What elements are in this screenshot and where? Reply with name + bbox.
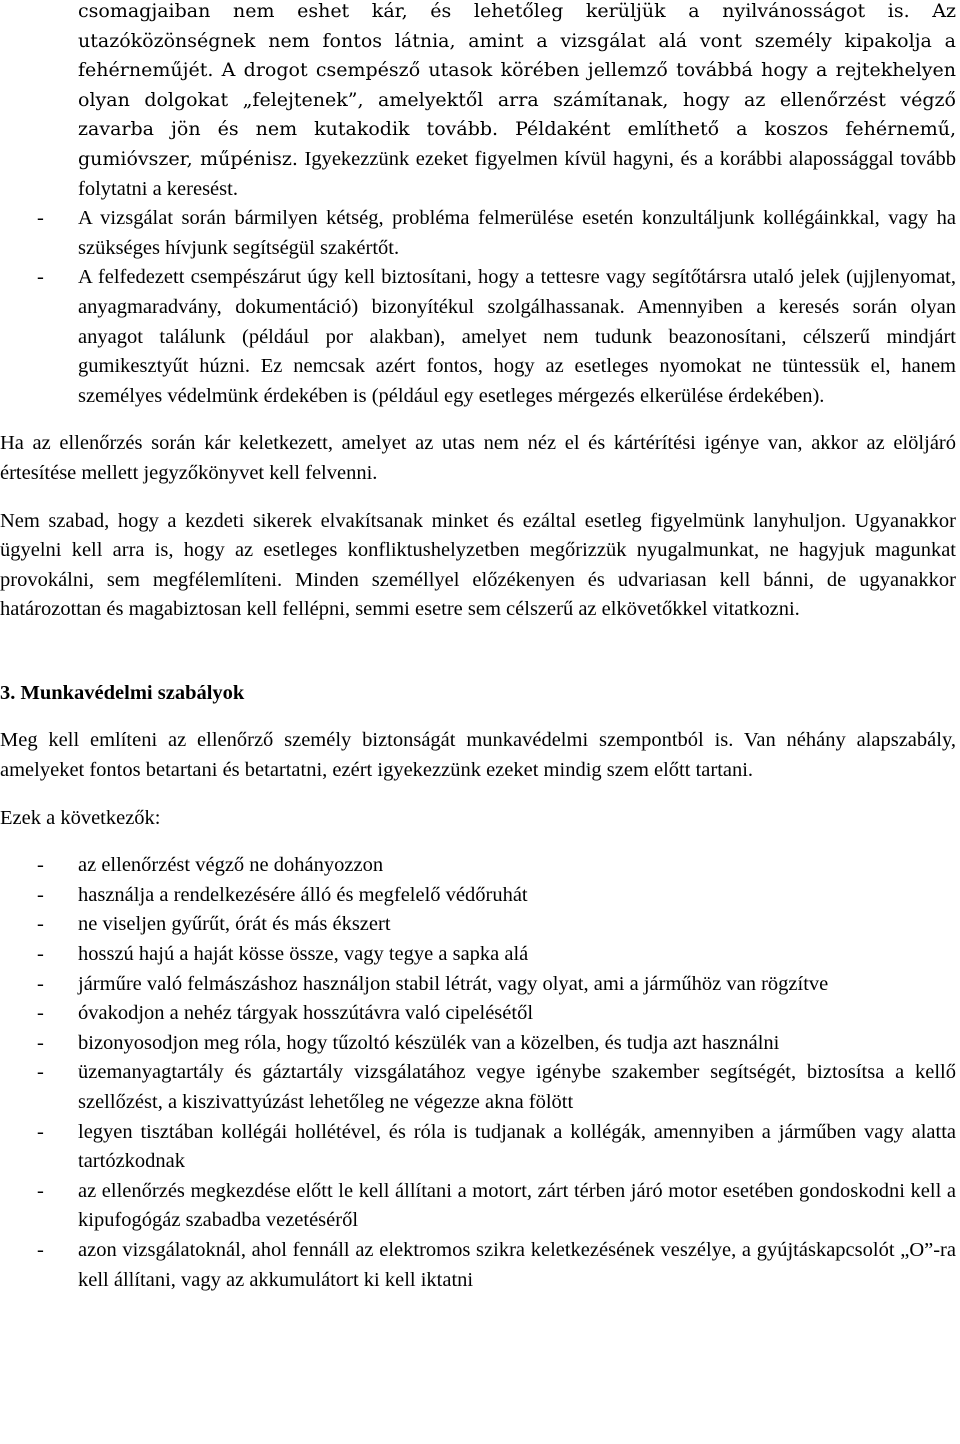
rule-item	[0, 1236, 956, 1295]
paragraph-intro: Meg kell említeni az ellenőrző személy biztonságát munkavédelmi szempontból is. Van néhány alapszabály, amelyeket fontos betartani és betartatni, ezért igyekezzünk ezeket mindig szem előtt tartani.	[0, 729, 956, 782]
rule-item	[0, 1118, 956, 1177]
rule-item	[0, 940, 956, 970]
bullet-dash: -	[37, 1002, 44, 1025]
continued-text-part1: csomagjaiban nem eshet kár, és lehetőleg kerüljük a nyilvánosságot is. Az utazóközönségnek nem fontos látnia, amint a vizsgálat alá vont személy kipakolja a fehérneműjét. A drogot csempésző utasok körében jellemző továbbá hogy a rejtekhelyen olyan dolgokat „felejtenek”, amelyektől arra számítanak, hogy az ellenőrzést végző zavarba jön és nem kutakodik tovább. Példaként említhető a koszos fehérnemű, gumióvszer, műpénisz.	[78, 0, 956, 170]
bullet-dash: -	[37, 972, 44, 995]
bullet-dash: -	[37, 854, 44, 877]
list-intro: Ezek a következők:	[0, 806, 161, 829]
bullet-dash: -	[37, 1120, 44, 1143]
rule-text: bizonyosodjon meg róla, hogy tűzoltó készülék van a közelben, és tudja azt használni	[78, 1031, 780, 1054]
bullet-dash: -	[37, 1061, 44, 1084]
rule-item	[0, 1058, 956, 1117]
rule-text: azon vizsgálatoknál, ahol fennáll az elektromos szikra keletkezésének veszélye, a gyújtáskapcsolót „O”-ra kell állítani, vagy az akkumulátort ki kell iktatni	[78, 1238, 956, 1291]
rule-item	[0, 851, 956, 881]
paragraph-damage: Ha az ellenőrzés során kár keletkezett, amelyet az utas nem néz el és kártérítési igénye van, akkor az elöljáró értesítése mellett jegyzőkönyvet kell felvenni.	[0, 432, 956, 484]
rules-list	[0, 851, 956, 1295]
rule-item	[0, 970, 956, 1000]
rule-item	[0, 1177, 956, 1236]
rule-text: az ellenőrzést végző ne dohányozzon	[78, 854, 384, 877]
bullet-dash: -	[37, 883, 44, 906]
rule-text: használja a rendelkezésére álló és megfelelő védőruhát	[78, 883, 528, 906]
continued-text-part2: Igyekezzünk ezeket figyelmen kívül hagyni, és a korábbi alapossággal tovább folytatni a keresést.	[78, 147, 956, 200]
list-item-text: A felfedezett csempészárut úgy kell biztosítani, hogy a tettesre vagy segítőtársra utaló jelek (ujjlenyomat, anyagmaradvány, dokumentáció) bizonyítékul szolgálhassanak. Amennyiben a keresés során olyan anyagot találunk (például por alakban), amelyet nem tudunk beazonosítani, célszerű mindjárt gumikesztyűt húzni. Ez nemcsak azért fontos, hogy az esetleges nyomokat ne tüntessük el, hanem személyes védelmünk érdekében is (például egy esetleges mérgezés elkerülése érdekében).	[78, 266, 956, 407]
paragraph-vigilance: Nem szabad, hogy a kezdeti sikerek elvakítsanak minket és ezáltal esetleg figyelmünk lanyhuljon. Ugyanakkor ügyelni kell arra is, hogy az esetleges konfliktushelyzetben megőrizzük nyugalmunkat, ne hagyjuk magunkat provokálni, sem megfélemlíteni. Minden személlyel előzékenyen és udvariasan kell bánni, de ugyanakkor határozottan és magabiztosan kell fellépni, semmi esetre sem célszerű az elkövetőkkel vitatkozni.	[0, 509, 956, 621]
rule-item	[0, 1029, 956, 1059]
list-item-text: A vizsgálat során bármilyen kétség, probléma felmerülése esetén konzultáljunk kollégáinkkal, vagy ha szükséges hívjunk segítségül szakértőt.	[78, 207, 956, 259]
continued-paragraph	[78, 0, 956, 204]
list-item-top-1	[0, 204, 956, 263]
rule-text: üzemanyagtartály és gáztartály vizsgálatához vegye igénybe szakember segítségét, biztosítsa a kellő szellőzést, a kiszivattyúzást lehetőleg ne végezze akna fölött	[78, 1061, 956, 1113]
bullet-dash: -	[37, 266, 44, 289]
rule-text: óvakodjon a nehéz tárgyak hosszútávra való cipelésétől	[78, 1002, 534, 1025]
list-item-top-2	[0, 263, 956, 411]
bullet-dash: -	[37, 207, 44, 230]
rule-text: ne viseljen gyűrűt, órát és más ékszert	[78, 913, 391, 936]
rule-text: legyen tisztában kollégái hollétével, és róla is tudjanak a kollégák, amennyiben a járműben vagy alatta tartózkodnak	[78, 1120, 956, 1173]
bullet-dash: -	[37, 1031, 44, 1054]
rule-item	[0, 910, 956, 940]
rule-text: az ellenőrzés megkezdése előtt le kell állítani a motort, zárt térben járó motor esetében gondoskodni kell a kipufogógáz szabadba vezetéséről	[78, 1179, 956, 1232]
rule-item	[0, 881, 956, 911]
bullet-dash: -	[37, 1179, 44, 1202]
bullet-dash: -	[37, 1238, 44, 1261]
bullet-dash: -	[37, 943, 44, 966]
bullet-dash: -	[37, 913, 44, 936]
rule-text: járműre való felmászáshoz használjon stabil létrát, vagy olyat, ami a járműhöz van rögzítve	[78, 972, 829, 995]
rule-item	[0, 999, 956, 1029]
section-heading: 3. Munkavédelmi szabályok	[0, 681, 245, 704]
rule-text: hosszú hajú a haját kösse össze, vagy tegye a sapka alá	[78, 943, 529, 966]
